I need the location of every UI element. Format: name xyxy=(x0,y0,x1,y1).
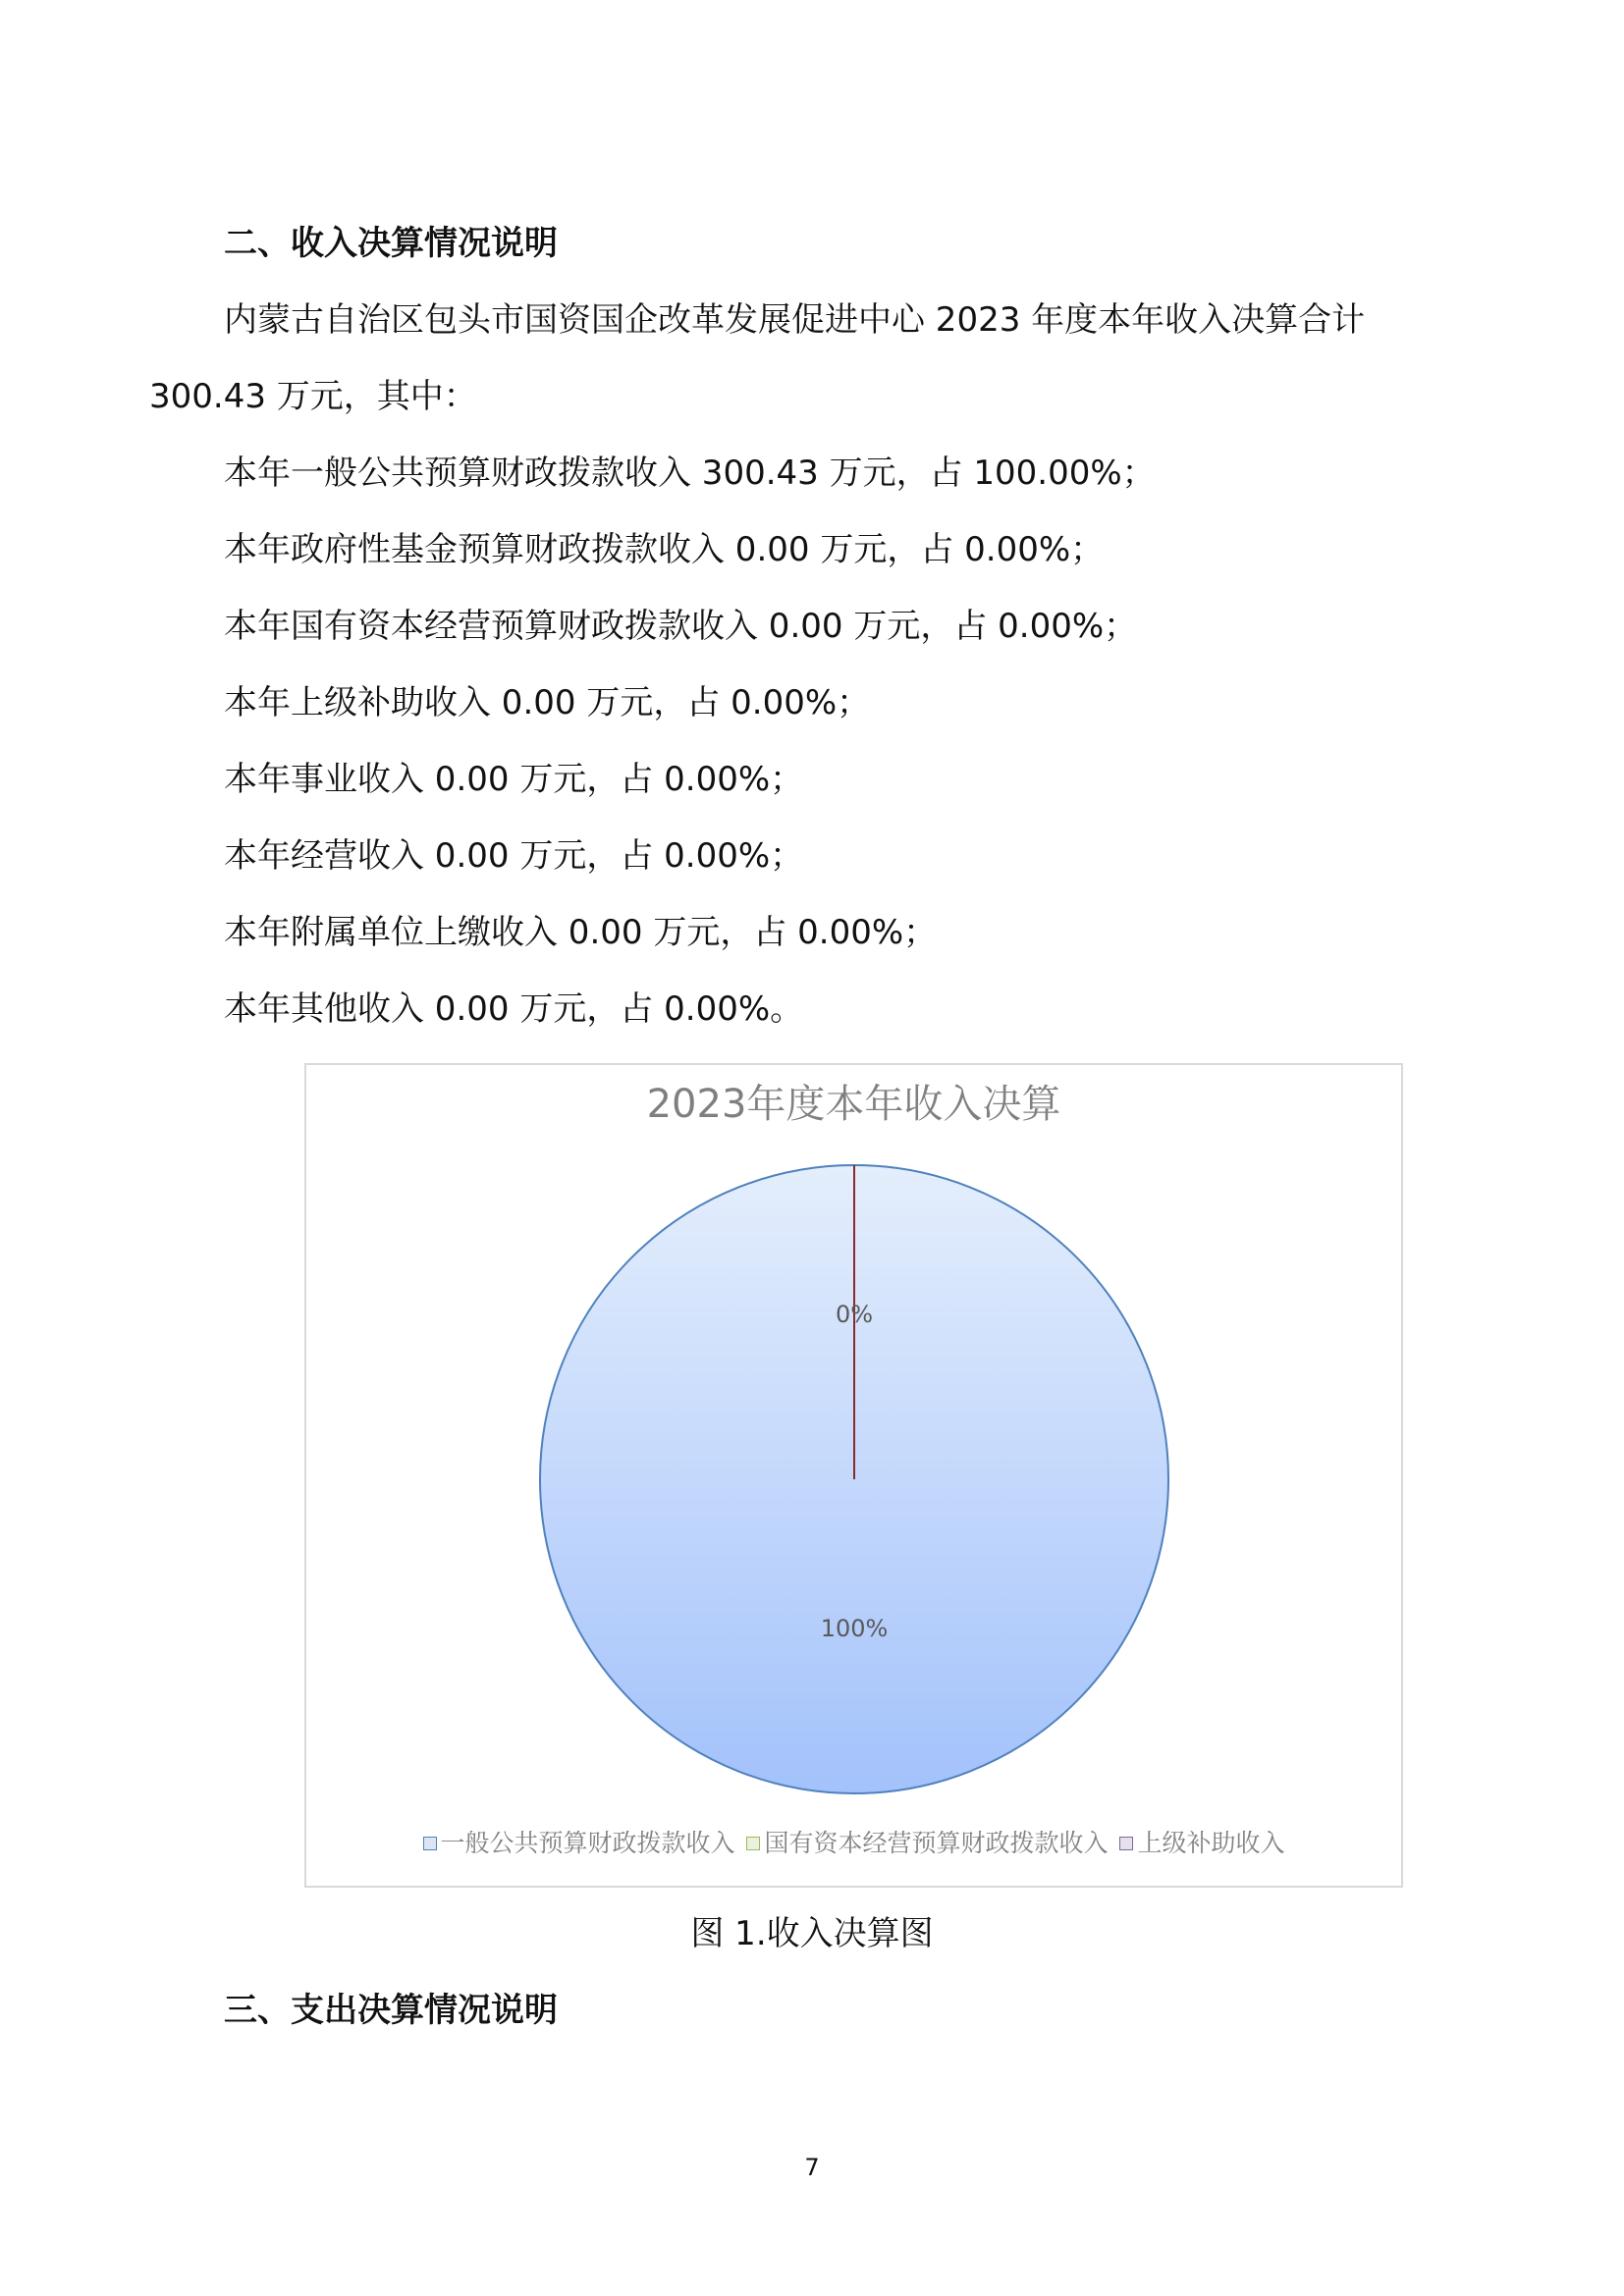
legend-swatch-superior-subsidy xyxy=(1119,1837,1133,1850)
income-pie-chart xyxy=(304,1063,1403,1888)
pie-chart-canvas xyxy=(306,1065,1401,1886)
section-heading-expenditure: 三、支出决算情况说明 xyxy=(224,1991,558,2030)
legend-swatch-state-capital xyxy=(746,1837,760,1850)
page-number: 7 xyxy=(804,2154,820,2181)
income-item-affiliated-units: 本年附属单位上缴收入 0.00 万元，占 0.00%； xyxy=(224,913,938,952)
chart-title: 2023年度本年收入决算 xyxy=(646,1082,1061,1127)
legend-item-general-budget xyxy=(423,1827,735,1860)
income-item-general-budget: 本年一般公共预算财政拨款收入 300.43 万元，占 100.00%； xyxy=(224,454,1156,493)
legend-item-state-capital xyxy=(746,1827,1108,1860)
legend-label-superior-subsidy: 上级补助收入 xyxy=(1137,1829,1285,1857)
income-item-operating: 本年经营收入 0.00 万元，占 0.00%； xyxy=(224,836,804,876)
legend-item-superior-subsidy xyxy=(1119,1827,1284,1860)
pie-label-general-budget: 100% xyxy=(820,1615,889,1642)
chart-legend xyxy=(306,1827,1401,1860)
legend-label-general-budget: 一般公共预算财政拨款收入 xyxy=(440,1829,735,1857)
legend-label-state-capital: 国有资本经营预算财政拨款收入 xyxy=(764,1829,1109,1857)
income-item-superior-subsidy: 本年上级补助收入 0.00 万元，占 0.00%； xyxy=(224,683,871,722)
income-item-business: 本年事业收入 0.00 万元，占 0.00%； xyxy=(224,760,804,799)
income-item-government-fund: 本年政府性基金预算财政拨款收入 0.00 万元，占 0.00%； xyxy=(224,530,1105,569)
pie-label-state-capital: 0% xyxy=(835,1301,874,1328)
legend-swatch-general-budget xyxy=(423,1837,437,1850)
income-item-other: 本年其他收入 0.00 万元，占 0.00%。 xyxy=(224,989,804,1029)
section-heading-income: 二、收入决算情况说明 xyxy=(224,224,558,263)
summary-line-2: 300.43 万元，其中： xyxy=(149,377,477,416)
summary-line-1: 内蒙古自治区包头市国资国企改革发展促进中心 2023 年度本年收入决算合计 xyxy=(224,300,1366,340)
income-item-state-capital: 本年国有资本经营预算财政拨款收入 0.00 万元，占 0.00%； xyxy=(224,607,1138,646)
figure-caption: 图 1.收入决算图 xyxy=(690,1914,934,1953)
pie-slices xyxy=(540,1165,1168,1793)
